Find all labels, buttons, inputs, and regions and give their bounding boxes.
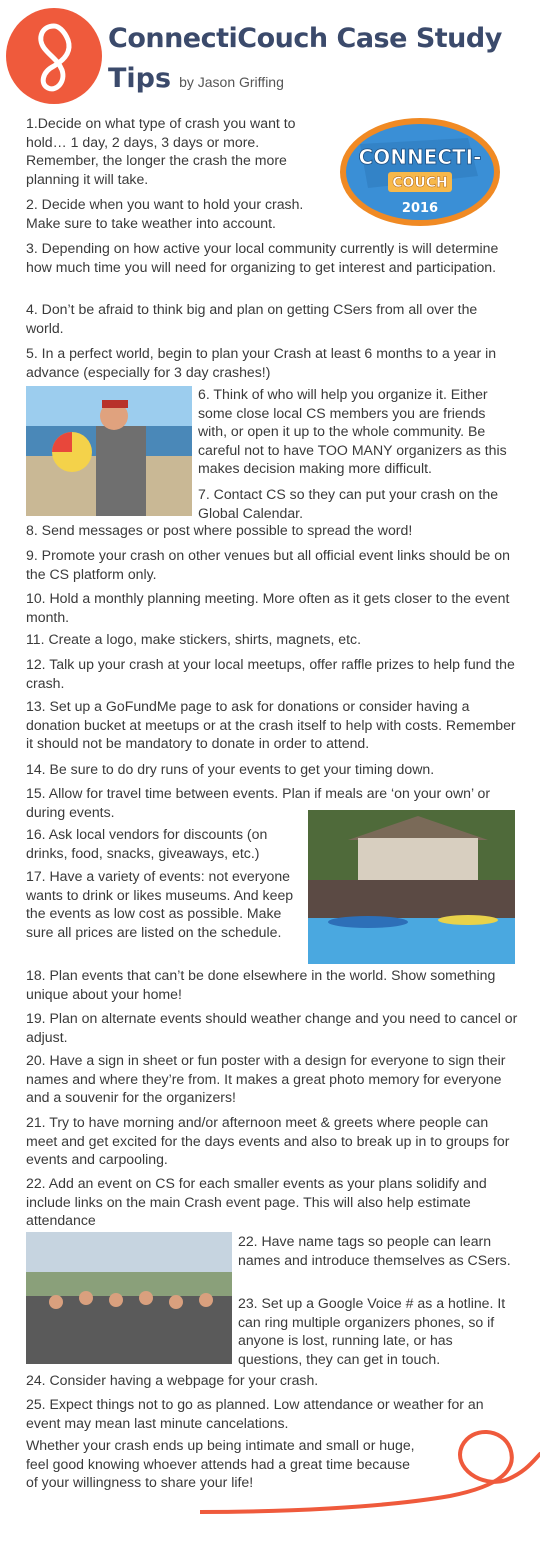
tip-12: 12. Talk up your crash at your local meetups, offer raffle prizes to help fund the crash. (26, 656, 515, 691)
tip-9: 9. Promote your crash on other venues but all official event links should be on the CS platform only. (26, 547, 510, 582)
tip-6: 6. Think of who will help you organize it. Either some close local CS members you are friends with, or open it up to the whole community. Be careful not to have TOO MANY organizers as this makes decision making more difficult. (198, 386, 507, 477)
scenic-group-photo (26, 1232, 232, 1364)
badge-line2: COUCH (392, 175, 448, 191)
decorative-swirl (200, 1420, 540, 1536)
tip-19: 19. Plan on alternate events should weather change and you need to cancel or adjust. (26, 1010, 518, 1045)
tip-7: 7. Contact CS so they can put your crash on the Global Calendar. (198, 486, 499, 521)
pool-group-photo (308, 810, 515, 964)
closing-text: Whether your crash ends up being intimate and small or huge, feel good knowing whoever attends had a great time because of your willingness to share your life! (26, 1437, 415, 1491)
tip-15: 15. Allow for travel time between events. Plan if meals are ‘on your own’ or during events. (26, 785, 491, 820)
tip-22: 22. Add an event on CS for each smaller events as your plans solidify and include links on the main Crash event page. This will also help estimate attendance (26, 1175, 487, 1229)
tip-5: 5. In a perfect world, begin to plan your Crash at least 6 months to a year in advance (especially for 3 day crashes!) (26, 345, 497, 380)
couchsurfing-logo (6, 8, 102, 104)
tip-25: 25. Expect things not to go as planned. Low attendance or weather for an event may mean last minute cancelations. (26, 1396, 484, 1431)
connecticouch-2016-badge (338, 116, 502, 228)
tip-21: 21. Try to have morning and/or afternoon meet & greets where people can meet and get excited for the days events and also to break up in to groups for events and carpooling. (26, 1114, 510, 1168)
tip-1: 1.Decide on what type of crash you want to hold… 1 day, 2 days, 3 days or more. Remember, the longer the crash the more planning it will take. (26, 115, 296, 187)
tip-22b: 22. Have name tags so people can learn names and introduce themselves as CSers. (238, 1233, 511, 1268)
tip-20: 20. Have a sign in sheet or fun poster with a design for everyone to sign their names and where they’re from. It makes a great photo memory for everyone and a souvenir for the organizers! (26, 1052, 506, 1106)
badge-line1: CONNECTI- (358, 145, 482, 169)
page-title: ConnectiCouch Case Study (108, 23, 502, 54)
page-title-line2 (108, 62, 284, 99)
tip-11: 11. Create a logo, make stickers, shirts, magnets, etc. (26, 631, 361, 647)
tip-3: 3. Depending on how active your local community currently is will determine how much time you will need for organizing to get interest and participation. (26, 240, 499, 275)
tip-24: 24. Consider having a webpage for your crash. (26, 1372, 319, 1388)
tip-8: 8. Send messages or post where possible to spread the word! (26, 522, 413, 538)
tip-16: 16. Ask local vendors for discounts (on drinks, food, snacks, giveaways, etc.) (26, 826, 268, 861)
page-title-tips: Tips (108, 63, 172, 94)
tip-23: 23. Set up a Google Voice # as a hotline. It can ring multiple organizers phones, so if anyone is lost, running late, or has questions, they can get in touch. (238, 1295, 506, 1367)
tip-17: 17. Have a variety of events: not everyone wants to drink or likes museums. And keep the events as low cost as possible. Make sure all prices are listed on the schedule. (26, 868, 294, 940)
tip-14: 14. Be sure to do dry runs of your events to get your timing down. (26, 761, 435, 777)
byline: by Jason Griffing (179, 74, 284, 90)
badge-year: 2016 (401, 201, 439, 216)
tip-13: 13. Set up a GoFundMe page to ask for donations or consider having a donation bucket at meetups or at the crash itself to help with costs. Remember it should not be mandatory to donate in order to attend. (26, 698, 516, 752)
tip-18: 18. Plan events that can’t be done elsewhere in the world. Show something unique about your home! (26, 967, 496, 1002)
tip-10: 10. Hold a monthly planning meeting. More often as it gets closer to the event month. (26, 590, 510, 625)
tip-2: 2. Decide when you want to hold your crash. Make sure to take weather into account. (26, 196, 304, 231)
beach-ball-photo (26, 386, 192, 516)
tip-4: 4. Don’t be afraid to think big and plan on getting CSers from all over the world. (26, 301, 478, 336)
